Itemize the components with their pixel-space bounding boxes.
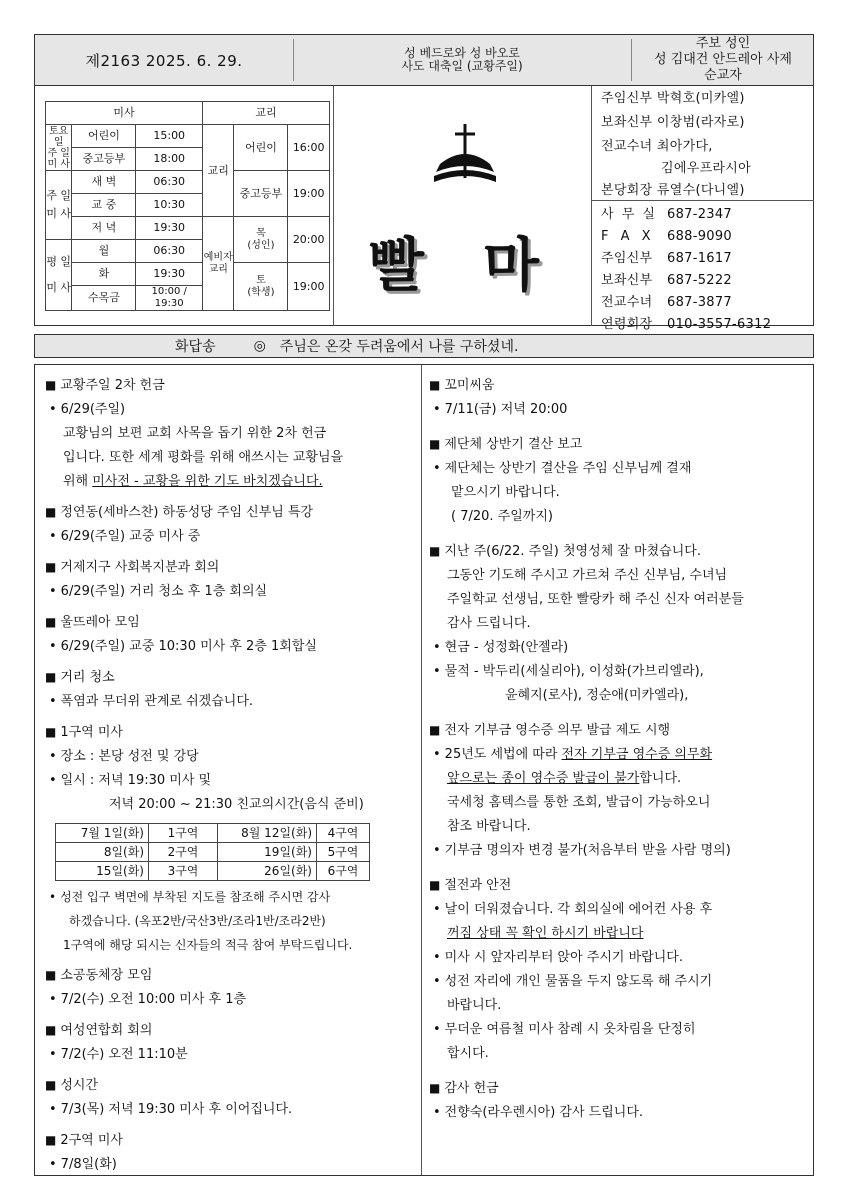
notice-item: • 일시 : 저녁 19:30 미사 및 [45, 769, 417, 793]
phone-row [601, 204, 771, 226]
notice-item: • 7/11(금) 저녁 20:00 [429, 398, 809, 422]
notice-text-underlined: 꺼짐 상태 꼭 확인 하시기 바랍니다 [447, 926, 644, 941]
notice-item: • 6/29(주일) 교중 10:30 미사 후 2층 1회합실 [45, 635, 417, 659]
notice-item: • 성전 자리에 개인 물품을 두지 않도록 해 주시기 [429, 970, 809, 994]
notice-title: ■ 소공동체장 모임 [45, 963, 417, 988]
zone-date: 15일(화) [56, 862, 149, 881]
notice-text: 합시다. [447, 1046, 489, 1061]
schedule-who: 중고등부 [234, 171, 288, 217]
feast-title [293, 35, 631, 85]
schedule-time: 18:00 [136, 148, 203, 171]
staff-role: 본당회장 [601, 183, 653, 198]
phone-number: 687-3877 [667, 295, 732, 310]
schedule-who: 저 녁 [72, 217, 136, 240]
schedule-who: 어린이 [72, 125, 136, 148]
schedule-who: 화 [72, 263, 136, 286]
notice-item [429, 743, 809, 767]
patron-line-1: 주보 성인 [695, 36, 751, 51]
notice-text: 참조 바랍니다. [447, 819, 531, 834]
phone-number: 687-2347 [667, 207, 732, 222]
phone-role: 연령회장 [601, 317, 653, 332]
patron-saint [631, 35, 815, 85]
schedule-who: 목 (성인) [234, 217, 288, 263]
notice-item: • 현금 - 성정화(안젤라) [429, 636, 809, 660]
schedule-time: 10:30 [136, 194, 203, 217]
staff-row [601, 180, 751, 202]
issue-number-date: 제2163 2025. 6. 29. [85, 51, 243, 70]
notice-title: ■ 감사 헌금 [429, 1076, 809, 1101]
patron-line-2: 성 김대건 안드레아 사제 [654, 52, 792, 67]
notice-item: • 6/29(주일) 거리 청소 후 1층 회의실 [45, 580, 417, 604]
notice [429, 432, 809, 529]
notice-text: 교황님의 보편 교회 사목을 돕기 위한 2차 헌금 [63, 426, 327, 441]
zone-date: 8월 12일(화) [218, 824, 317, 843]
notice-title: ■ 2구역 미사 [45, 1128, 417, 1153]
notice-item: • 기부금 명의자 변경 불가(처음부터 받을 사람 명의) [429, 839, 809, 863]
notice-text-part: 합니다. [639, 771, 682, 786]
notice-text: ( 7/20. 주일까지) [451, 509, 553, 524]
schedule-time: 10:00 / 19:30 [136, 286, 203, 311]
notice-text: 윤혜지(로사), 정순애(미카엘라), [505, 688, 689, 703]
notice-title: ■ 울뜨레아 모임 [45, 610, 417, 635]
staff-name: 최아가다, [656, 139, 713, 154]
staff-role: 주임신부 [601, 91, 653, 106]
notice-item: • 7/3(목) 저녁 19:30 미사 후 이어집니다. [45, 1098, 417, 1122]
staff-row [601, 112, 751, 134]
col-catechism-header: 교리 [203, 102, 330, 125]
notice [45, 720, 417, 957]
schedule-time: 16:00 [288, 125, 330, 171]
staff-name: 박혁호(미카엘) [656, 91, 745, 106]
phone-number: 687-1617 [667, 251, 732, 266]
zone-date: 7월 1일(화) [56, 824, 149, 843]
notice-text-part: 25년도 세법에 따라 [444, 747, 562, 762]
notice-text-underlined: 미사전 - 교황을 위한 기도 바치겠습니다. [92, 474, 323, 489]
notice [429, 373, 809, 422]
zone-name: 2구역 [149, 843, 218, 862]
notice-text: 맡으시기 바랍니다. [451, 485, 560, 500]
phone-role: F A X [601, 229, 655, 244]
schedule-time: 20:00 [288, 217, 330, 263]
notice-title: ■ 정연동(세바스찬) 하동성당 주임 신부님 특강 [45, 500, 417, 525]
notice-text-part: 위해 [63, 474, 93, 489]
notice-title: ■ 성시간 [45, 1073, 417, 1098]
catechism-label: 교리 [203, 125, 234, 217]
notice-item: • 장소 : 본당 성전 및 강당 [45, 745, 417, 769]
zone-date: 8일(화) [56, 843, 149, 862]
zone-name: 3구역 [149, 862, 218, 881]
phone-row [601, 248, 771, 270]
staff-name: 류열수(다니엘) [656, 183, 745, 198]
notice-text: 바랍니다. [447, 998, 502, 1013]
schedule-who: 어린이 [234, 125, 288, 171]
staff-row [601, 88, 751, 110]
notice-text: 주일학교 선생님, 또한 빨랑카 해 주신 신자 여러분들 [447, 592, 744, 607]
notice-item: • 미사 시 앞자리부터 앉아 주시기 바랍니다. [429, 946, 809, 970]
staff-name: 이창범(라자로) [656, 115, 745, 130]
schedule-time: 19:00 [288, 171, 330, 217]
phone-number: 010-3557-6312 [667, 317, 772, 332]
bulletin-title-char-2: 마 [483, 231, 542, 299]
schedule-time: 06:30 [136, 240, 203, 263]
notice-title: ■ 제단체 상반기 결산 보고 [429, 432, 809, 457]
notice [45, 665, 417, 714]
bulletin-title-char-1: 빨 [368, 231, 427, 299]
notice-item: • 7/2(수) 오전 11:10분 [45, 1043, 417, 1067]
notice-text: 1구역에 해당 되시는 신자들의 적극 참여 부탁드립니다. [63, 938, 353, 952]
header-bar [34, 34, 814, 86]
notice-text: 입니다. 또한 세계 평화를 위해 애쓰시는 교황님을 [63, 450, 344, 465]
zone-name: 5구역 [317, 843, 370, 862]
schedule-time: 15:00 [136, 125, 203, 148]
schedule-who: 교 중 [72, 194, 136, 217]
right-column [429, 373, 809, 1131]
notice [429, 718, 809, 863]
notice [45, 1018, 417, 1067]
notice [45, 500, 417, 549]
col-mass-header: 미사 [46, 102, 203, 125]
notice-title: ■ 꼬미씨움 [429, 373, 809, 398]
zone-mass-table [55, 823, 370, 881]
psalm-label: 화답송 [175, 339, 216, 355]
schedule-time: 19:30 [136, 217, 203, 240]
notice-item: • 성전 입구 벽면에 부착된 지도를 참조해 주시면 감사 [45, 885, 417, 909]
notice-item: • 전향숙(라우렌시아) 감사 드립니다. [429, 1101, 809, 1125]
notice-title: ■ 교황주일 2차 헌금 [45, 373, 417, 398]
notice-item: • 6/29(주일) [45, 398, 417, 422]
phone-number: 687-5222 [667, 273, 732, 288]
zone-name: 6구역 [317, 862, 370, 881]
psalm-text: 주님은 온갖 두려움에서 나를 구하셨네. [279, 339, 519, 355]
phone-number: 688-9090 [667, 229, 732, 244]
notice [429, 1076, 809, 1125]
notice-title: ■ 1구역 미사 [45, 720, 417, 745]
notice-title: ■ 여성연합회 회의 [45, 1018, 417, 1043]
notice-text: 저녁 20:00 ~ 21:30 친교의시간(음식 준비) [109, 797, 364, 812]
notice-text [429, 767, 809, 791]
feast-line-2: 사도 대축일 (교황주일) [401, 59, 523, 73]
mass-schedule-table [45, 101, 330, 311]
notice-text-underlined: 전자 기부금 영수증 의무화 [561, 747, 713, 762]
feast-line-1: 성 베드로와 성 바오로 [404, 46, 520, 60]
saturday-mass-label: 토요일 주 일 미 사 [47, 125, 70, 170]
notice-title: ■ 지난 주(6/22. 주일) 첫영성체 잘 마쳤습니다. [429, 539, 809, 564]
phone-row [601, 314, 771, 336]
phone-role: 사 무 실 [601, 207, 657, 222]
zone-name: 4구역 [317, 824, 370, 843]
notice-item: • 6/29(주일) 교중 미사 중 [45, 525, 417, 549]
staff-name: 김에우프라시아 [661, 161, 752, 176]
pre-catechism-label: 예비자 교리 [203, 217, 234, 311]
notice-text: 감사 드립니다. [447, 616, 531, 631]
staff-role: 보좌신부 [601, 115, 653, 130]
schedule-time: 19:30 [136, 263, 203, 286]
bell-cross-emblem-icon [430, 120, 500, 192]
notice-text: 하겠습니다. (옥포2반/국산3반/조라1반/조라2반) [69, 914, 326, 928]
zone-name: 1구역 [149, 824, 218, 843]
phone-row [601, 226, 771, 248]
notice-text: 그동안 기도해 주시고 가르쳐 주신 신부님, 수녀님 [447, 568, 728, 583]
staff-row [601, 136, 751, 158]
notice-title: ■ 거제지구 사회복지분과 회의 [45, 555, 417, 580]
phone-row [601, 292, 771, 314]
announcements-area [34, 364, 814, 1176]
notice-title: ■ 절전과 안전 [429, 873, 809, 898]
notice-item: • 7/8일(화) [45, 1153, 417, 1177]
phone-role: 보좌신부 [601, 273, 653, 288]
notice-item: • 날이 더워졌습니다. 각 회의실에 에어컨 사용 후 [429, 898, 809, 922]
zone-date: 26일(화) [218, 862, 317, 881]
weekday-mass-label: 평 일 미 사 [46, 240, 72, 311]
schedule-who: 월 [72, 240, 136, 263]
notice-text [45, 470, 417, 494]
notice-title: ■ 전자 기부금 영수증 의무 발급 제도 시행 [429, 718, 809, 743]
notice [45, 555, 417, 604]
notice [45, 610, 417, 659]
notice-item: • 7/2(수) 오전 10:00 미사 후 1층 [45, 988, 417, 1012]
staff-row [601, 158, 751, 180]
schedule-time: 19:00 [288, 263, 330, 311]
notice-item: • 폭염과 무더위 관계로 쉬겠습니다. [45, 690, 417, 714]
notice-title: ■ 거리 청소 [45, 665, 417, 690]
sunday-mass-label: 주 일 미 사 [46, 171, 72, 240]
zone-date: 19일(화) [218, 843, 317, 862]
responsorial-psalm-bar [34, 334, 814, 358]
notice [429, 539, 809, 708]
notice [429, 873, 809, 1066]
schedule-who: 수목금 [72, 286, 136, 311]
notice-item: • 물적 - 박두리(세실리아), 이성화(가브리엘라), [429, 660, 809, 684]
staff-role: 전교수녀 [601, 139, 653, 154]
schedule-who: 중고등부 [72, 148, 136, 171]
phone-row [601, 270, 771, 292]
notice [45, 1128, 417, 1177]
notice [45, 1073, 417, 1122]
schedule-who: 토 (학생) [234, 263, 288, 311]
phone-list [601, 204, 771, 336]
notice-text: 국세청 홈텍스를 통한 조회, 발급이 가능하오니 [447, 795, 711, 810]
schedule-who: 새 벽 [72, 171, 136, 194]
left-column [45, 373, 417, 1183]
notice-item: • 무더운 여름철 미사 참례 시 옷차림을 단정히 [429, 1018, 809, 1042]
patron-line-3: 순교자 [704, 68, 742, 83]
notice [45, 963, 417, 1012]
phone-role: 주임신부 [601, 251, 653, 266]
notice-text-underlined: 앞으로는 종이 영수증 발급이 불가 [447, 771, 640, 786]
phone-role: 전교수녀 [601, 295, 653, 310]
notice [45, 373, 417, 494]
info-section [34, 86, 814, 332]
psalm-mark-icon: ◎ [253, 338, 266, 354]
schedule-time: 06:30 [136, 171, 203, 194]
staff-list [601, 88, 751, 202]
notice-item: • 제단체는 상반기 결산을 주임 신부님께 결재 [429, 457, 809, 481]
